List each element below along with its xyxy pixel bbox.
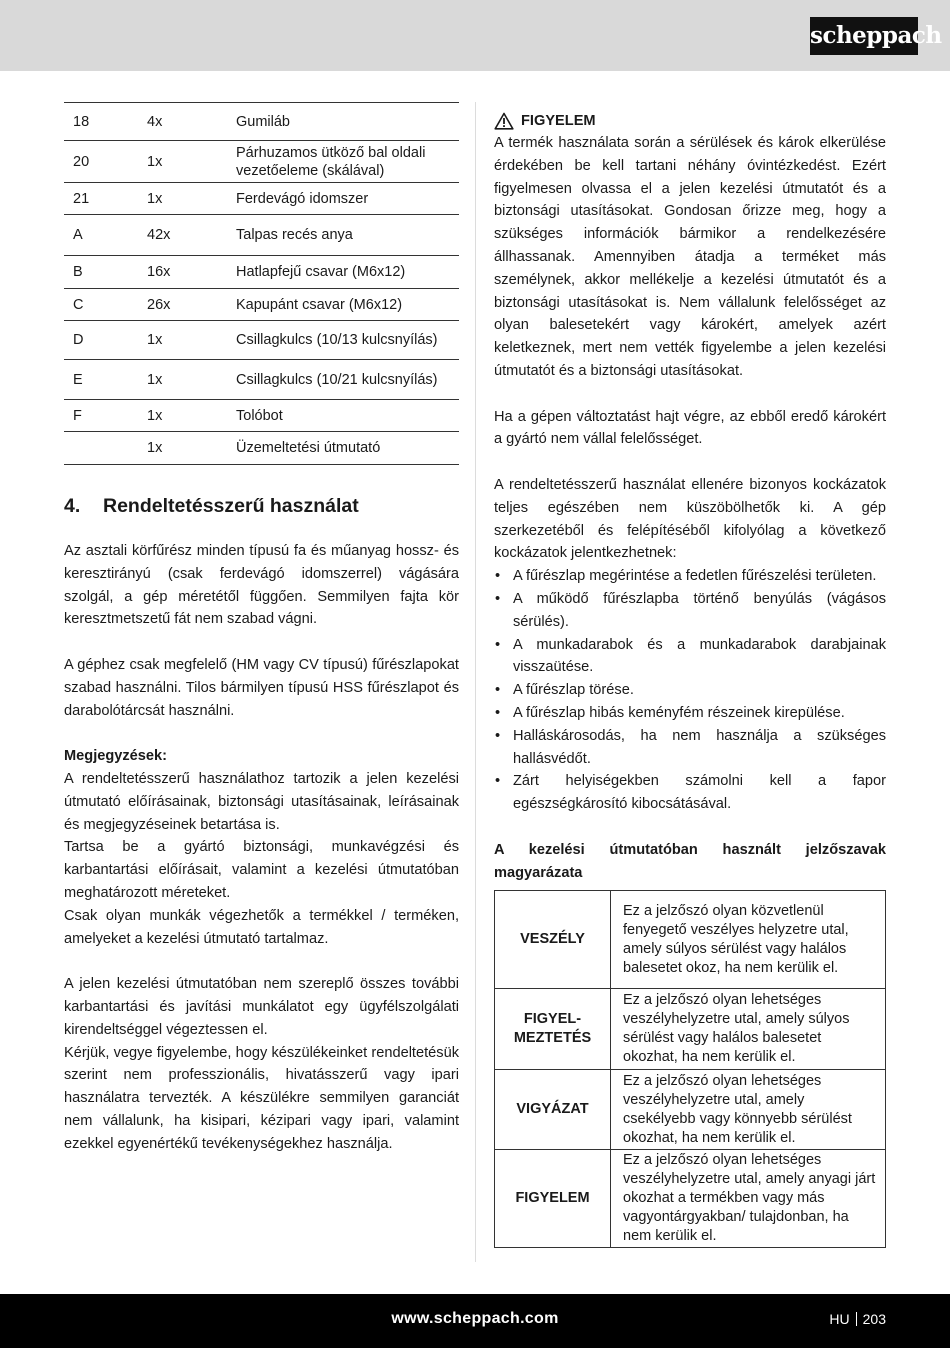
part-pos: F [73,407,82,424]
paragraph: A rendeltetésszerű használat ellenére bizonyos kockázatok teljes egészében nem küszöbölhetők ki. A gép szerkezetéből és felépítéséből kifolyólag a következő kockázatok jelentkezhetnek: [494,476,886,562]
part-pos: A [73,227,83,243]
warning-title: FIGYELEM [521,113,596,129]
part-qty: 42x [147,227,171,243]
table-row [64,321,459,360]
signal-description: Ez a jelzőszó olyan közvetlenül fenyegető veszélyes helyzetre utal, amely súlyos sérülést vagy halálos balesetet okoz, ha nem kerülik el. [611,891,886,989]
part-qty: 1x [147,407,163,424]
left-column [64,102,459,1156]
warning-text: A termék használata során a sérülések és károk elkerülése érdekében be kell tartani néhány óvintézkedést. Ezért figyelmesen olvassa el a jelen kezelési útmutatót és a biztonsági utasításokat. Gondosan őrizze meg, hogy a szükséges információk bármikor a rendelkezésére állhassanak. Amennyiben átadja a terméket más személynek, akkor mellékelje a kezelési útmutatót és a biztonsági utasításokat is. Nem vállalunk felelősséget az olyan balesetekért vagy károkért, amelyek azért keletkeznek, mert nem vették figyelembe a jelen kezelési útmutatót és a biztonsági utasításokat. [494,135,886,379]
part-name: Csillagkulcs (10/21 kulcsnyílás) [236,371,438,388]
section-heading [64,495,459,518]
list-item: • A munkadarabok és a munkadarabok darabjainak visszaütése. [494,634,886,680]
signal-description: Ez a jelzőszó olyan lehetséges veszélyhelyzetre utal, amely csekélyebb vagy könnyebb sérülést okozhat, ha nem kerülik el. [611,1070,886,1150]
risk-list [494,565,886,816]
signal-word: VESZÉLY [495,891,611,989]
list-item: • A működő fűrészlapba történő benyúlás (vágásos sérülés). [494,588,886,634]
page-number: 203 [862,1311,886,1327]
scheppach-logo: scheppach [810,17,918,55]
part-qty: 1x [147,190,163,207]
part-qty: 26x [147,296,171,313]
table-row [64,103,459,141]
part-qty: 16x [147,264,171,280]
paragraph: Tartsa be a gyártó biztonsági, munkavégzési és karbantartási előírásait, valamint a kezelési útmutatóban meghatározott méreteket. [64,839,459,901]
part-name: Üzemeltetési útmutató [236,440,381,456]
separator [856,1312,857,1326]
paragraph: A géphez csak megfelelő (HM vagy CV típusú) fűrészlapokat szabad használni. Tilos bármilyen típusú HSS fűrészlapot és darabolótárcsát használni. [64,656,459,719]
notes-heading: Megjegyzések: [64,748,168,765]
table-row [64,289,459,321]
page-indicator [829,1311,886,1327]
part-name: Párhuzamos ütköző bal oldali vezetőeleme (skálával) [236,144,426,179]
language-code: HU [829,1311,850,1327]
list-item: • Halláskárosodás, ha nem használja a szükséges hallásvédőt. [494,725,886,771]
table-row [495,1150,886,1248]
table-row [64,183,459,215]
part-qty: 4x [147,113,163,130]
part-qty: 1x [147,332,163,348]
signal-word: VIGYÁZAT [495,1070,611,1150]
part-pos: 18 [73,113,90,130]
signal-description: Ez a jelzőszó olyan lehetséges veszélyhelyzetre utal, amely súlyos sérülést vagy halálos balesetet okozhat, ha nem kerülik el. [611,989,886,1070]
paragraph: A jelen kezelési útmutatóban nem szereplő összes további karbantartási és javítási munkálatot egy ügyfélszolgálati kirendeltséggel végeztessen el. [64,976,459,1038]
list-item: • A fűrészlap törése. [494,679,886,702]
signal-word: FIGYEL- MEZTETÉS [495,989,611,1070]
list-item: • Zárt helyiségekben számolni kell a fapor egészségkárosító kibocsátásával. [494,770,886,816]
table-row [64,215,459,256]
part-qty: 1x [147,153,163,170]
part-pos: 20 [73,153,90,170]
footer [0,1294,950,1348]
part-name: Talpas recés anya [236,227,353,243]
paragraph: Ha a gépen változtatást hajt végre, az ebből eredő károkért a gyártó nem vállal felelősséget. [494,408,886,448]
part-name: Gumiláb [236,113,290,130]
header-band [0,0,950,71]
signal-word: FIGYELEM [495,1150,611,1248]
part-pos: D [73,332,84,348]
table-row [64,141,459,183]
table-row [64,256,459,289]
paragraph: Csak olyan munkák végezhetők a termékkel / terméken, amelyeket a kezelési útmutató tartalmaz. [64,907,459,947]
part-pos: B [73,264,83,280]
part-pos: C [73,296,84,313]
paragraph: Kérjük, vegye figyelembe, hogy készülékeinket rendeltetésük szerint nem professzionális, hivatásszerű vagy ipari használatra tervezték. A készülékre semmilyen garanciát nem vállalunk, ha kisipari, kézipari vagy ipari, valamint ezekkel egyenértékű tevékenységekhez használja. [64,1044,459,1152]
table-row [495,891,886,989]
part-pos: E [73,371,83,388]
paragraph: Az asztali körfűrész minden típusú fa és műanyag hossz- és keresztirányú (csak ferdevágó idomszerrel) vágására szolgál, a gép méretétől függően. Semmilyen fajta kör keresztmetszetű fát nem szabad vágni. [64,543,459,628]
paragraph: A rendeltetésszerű használathoz tartozik a jelen kezelési útmutató előírásainak, biztonsági utasításainak, leírásainak és megjegyzéseinek betartása is. [64,770,459,833]
right-column [494,102,886,1248]
part-qty: 1x [147,440,163,456]
table-row [64,360,459,400]
warning-heading [494,110,886,132]
part-qty: 1x [147,371,163,388]
section-number: 4. [64,495,81,517]
part-name: Kapupánt csavar (M6x12) [236,296,403,313]
table-row [64,432,459,465]
signal-words-heading: A kezelési útmutatóban használt jelzőszavak magyarázata [494,841,886,881]
table-row [495,989,886,1070]
footer-url: www.scheppach.com [391,1310,559,1327]
part-name: Csillagkulcs (10/13 kulcsnyílás) [236,332,438,348]
parts-table [64,102,459,465]
part-name: Tolóbot [236,407,283,424]
column-divider [475,102,476,1262]
part-name: Ferdevágó idomszer [236,190,369,207]
signal-description: Ez a jelzőszó olyan lehetséges veszélyhelyzetre utal, amely anyagi járt okozhat a termékben vagy más vagyontárgyakban/ tulajdonban, ha nem kerülik el. [611,1150,886,1248]
warning-triangle-icon [494,112,514,130]
list-item: • A fűrészlap hibás keményfém részeinek kirepülése. [494,702,886,725]
signal-words-table [494,890,886,1248]
section-title: Rendeltetésszerű használat [103,495,359,517]
part-name: Hatlapfejű csavar (M6x12) [236,264,406,280]
list-item: • A fűrészlap megérintése a fedetlen fűrészelési területen. [494,565,886,588]
table-row [64,400,459,432]
part-pos: 21 [73,190,90,207]
table-row [495,1070,886,1150]
